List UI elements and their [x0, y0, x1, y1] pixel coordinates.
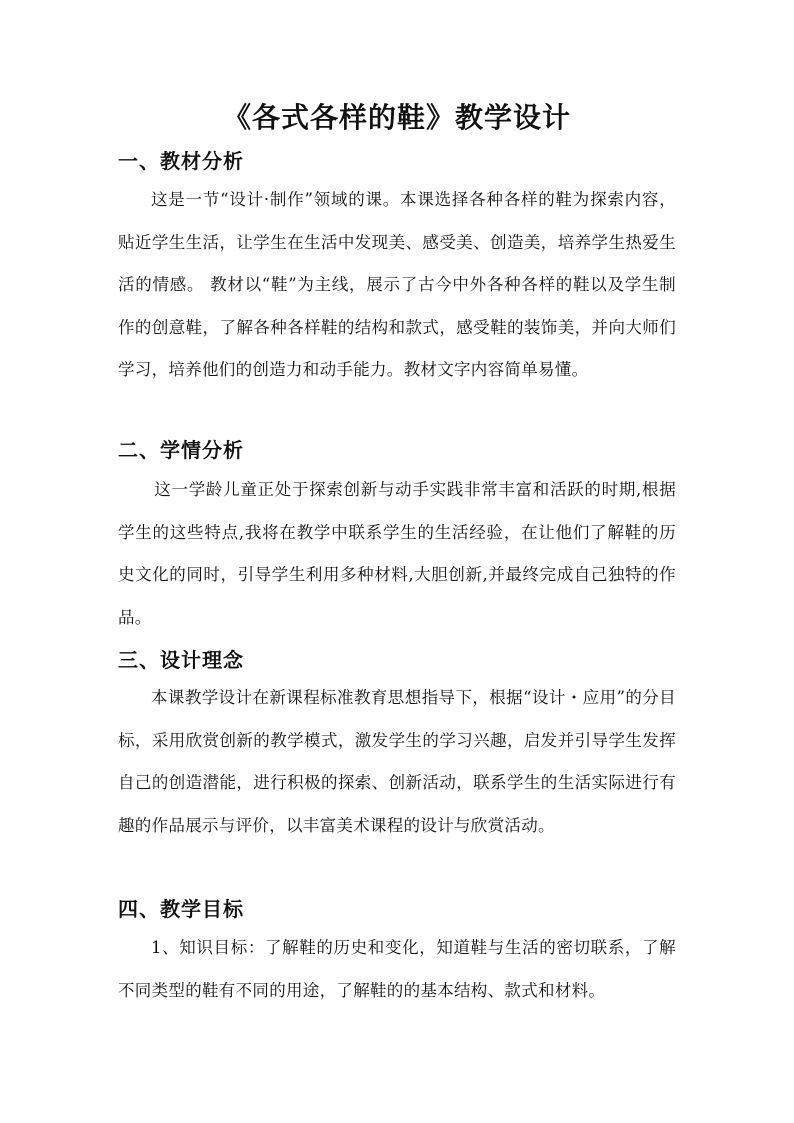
section-paragraph-teaching-objectives: 1、知识目标：了解鞋的历史和变化，知道鞋与生活的密切联系，了解不同类型的鞋有不同的用途，了解鞋的的基本结构、款式和材料。 [118, 938, 676, 1000]
section-heading-textbook-analysis: 一、教材分析 [118, 149, 244, 173]
section-heading-design-concept: 三、设计理念 [118, 648, 244, 672]
section-paragraph-design-concept: 本课教学设计在新课程标准教育思想指导下，根据“设计・应用”的分目标，采用欣赏创新的教学模式，激发学生的学习兴趣，启发并引导学生发挥自己的创造潜能，进行积极的探索、创新活动，联系学生的生活实际进行有趣的作品展示与评价，以丰富美术课程的设计与欣赏活动。 [118, 688, 676, 835]
section-paragraph-textbook-analysis: 这是一节“设计·制作”领域的课。本课选择各种各样的鞋为探索内容，贴近学生生活，让学生在生活中发现美、感受美、创造美，培养学生热爱生活的情感。 教材以“鞋”为主线，展示了古今中外各种各样的鞋以及学生制作的创意鞋，了解各种各样鞋的结构和款式，感受鞋的装饰美，并向大师们学习，培养他们的创造力和动手能力。教材文字内容简单易懂。 [118, 190, 676, 379]
section-heading-learner-analysis: 二、学情分析 [118, 438, 244, 462]
page-title: 《各式各样的鞋》教学设计 [222, 101, 571, 134]
section-heading-teaching-objectives: 四、教学目标 [118, 897, 244, 921]
section-paragraph-learner-analysis: 这一学龄儿童正处于探索创新与动手实践非常丰富和活跃的时期,根据学生的这些特点,我将在教学中联系学生的生活经验，在让他们了解鞋的历史文化的同时，引导学生利用多种材料,大胆创新,并最终完成自己独特的作品。 [118, 480, 676, 627]
